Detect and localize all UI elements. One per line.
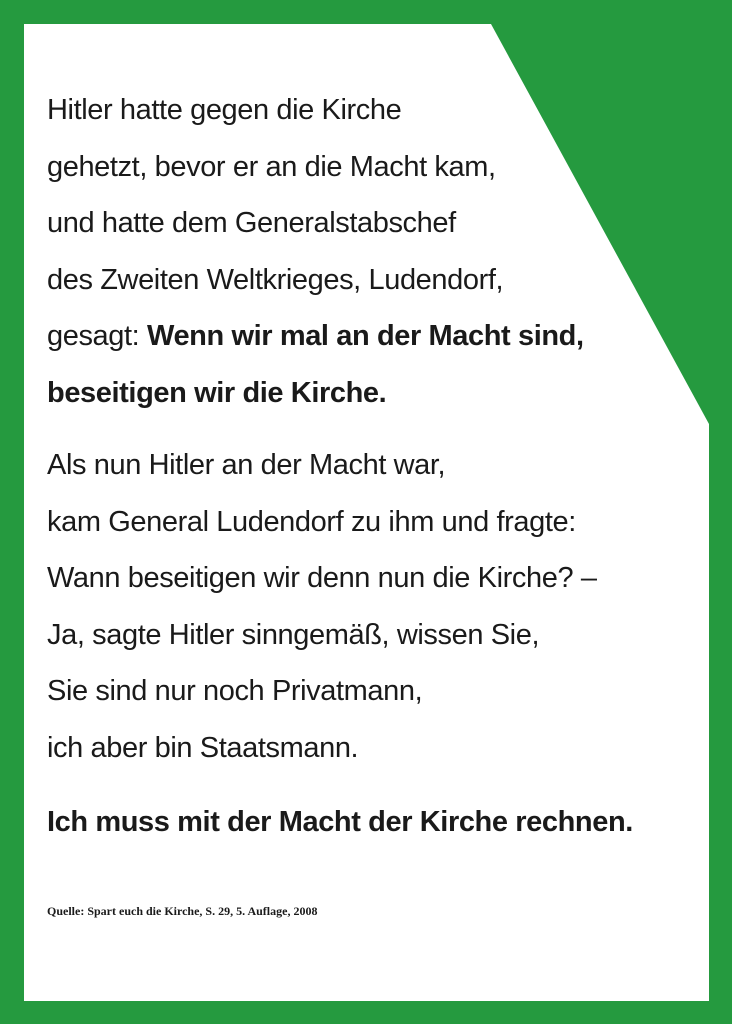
paragraph2-line5: Sie sind nur noch Privatmann, — [47, 675, 423, 707]
paragraph1-line5-plain: gesagt: — [47, 320, 147, 352]
paragraph2-line6: ich aber bin Staatsmann. — [47, 731, 359, 764]
paragraph2-line1: Als nun Hitler an der Macht war, — [47, 449, 446, 481]
paragraph1-line5 — [47, 308, 707, 365]
paragraph-spacer — [47, 421, 707, 437]
quote-text — [47, 82, 707, 776]
source-note: Quelle: Spart euch die Kirche, S. 29, 5. Auflage, 2008 — [47, 904, 318, 918]
paragraph1-line1: Hitler hatte gegen die Kirche — [47, 94, 402, 126]
paragraph1-line6 — [47, 365, 707, 422]
paragraph1-line6-bold: beseitigen wir die Kirche. — [47, 376, 387, 409]
paragraph2-line4: Ja, sagte Hitler sinngemäß, wissen Sie, — [47, 618, 540, 651]
paragraph1-line5-bold: Wenn wir mal an der Macht sind, — [147, 320, 584, 352]
paragraph1-line2: gehetzt, bevor er an die Macht kam, — [47, 150, 496, 183]
paragraph1-line3: und hatte dem Generalstabschef — [47, 207, 456, 239]
paragraph2-line2: kam General Ludendorf zu ihm und fragte: — [47, 505, 576, 538]
closing-statement: Ich muss mit der Macht der Kirche rechnen. — [47, 806, 633, 838]
paragraph2-line3: Wann beseitigen wir denn nun die Kirche? – — [47, 562, 597, 594]
paragraph1-line4: des Zweiten Weltkrieges, Ludendorf, — [47, 263, 504, 296]
